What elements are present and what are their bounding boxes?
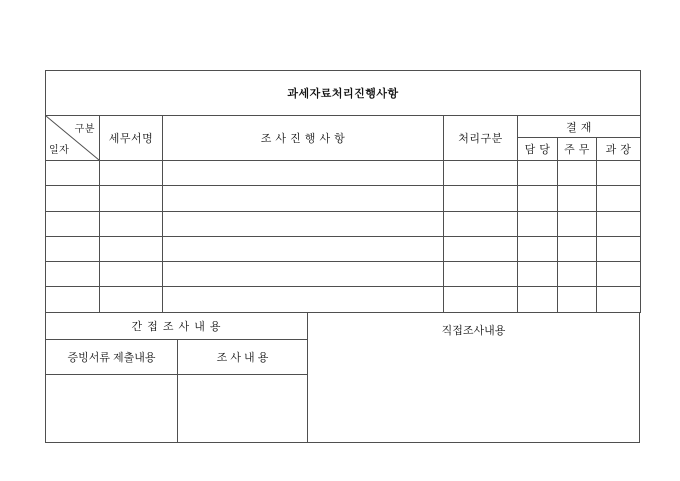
- header-row-1: [46, 116, 641, 138]
- tax-progress-form: [45, 70, 640, 443]
- direct-investigation-block: [308, 313, 639, 442]
- data-cell: [597, 262, 641, 287]
- data-cell: [597, 287, 641, 312]
- data-cell: [518, 262, 558, 287]
- header-approval-supervisor: 주 무: [558, 138, 597, 161]
- bottom-section: [45, 313, 640, 443]
- data-cell: [597, 236, 641, 261]
- data-cell: [444, 186, 518, 211]
- data-cell: [100, 211, 163, 236]
- header-progress: 조 사 진 행 사 항: [163, 116, 444, 161]
- data-cell: [163, 186, 444, 211]
- header-process-type: 처리구분: [444, 116, 518, 161]
- data-cell: [597, 161, 641, 186]
- data-cell: [518, 236, 558, 261]
- data-cell: [163, 236, 444, 261]
- direct-title: 직접조사내용: [441, 324, 506, 337]
- data-cell: [100, 262, 163, 287]
- data-cell: [518, 186, 558, 211]
- indirect-empty-row: [46, 375, 307, 442]
- table-row: [46, 211, 641, 236]
- table-row: [46, 262, 641, 287]
- data-cell: [46, 186, 100, 211]
- data-cell: [46, 262, 100, 287]
- data-cell: [597, 211, 641, 236]
- indirect-investigation-block: [46, 313, 308, 442]
- data-cell: [444, 236, 518, 261]
- data-cell: [163, 161, 444, 186]
- data-cell: [46, 161, 100, 186]
- data-cell: [558, 236, 597, 261]
- table-row: [46, 161, 641, 186]
- data-cell: [558, 262, 597, 287]
- header-tax-office: 세무서명: [100, 116, 163, 161]
- progress-table: [45, 70, 641, 313]
- indirect-investigation-cell: [178, 375, 307, 442]
- header-gubun-label: 구분: [74, 124, 95, 135]
- indirect-documents-cell: [46, 375, 178, 442]
- data-cell: [444, 161, 518, 186]
- data-cell: [558, 161, 597, 186]
- data-cell: [444, 287, 518, 312]
- data-cell: [518, 211, 558, 236]
- data-cell: [558, 287, 597, 312]
- data-cell: [46, 236, 100, 261]
- data-cell: [100, 161, 163, 186]
- data-cell: [163, 287, 444, 312]
- diagonal-header-cell: [46, 116, 100, 161]
- data-cell: [558, 186, 597, 211]
- data-cell: [100, 186, 163, 211]
- title-row: [46, 71, 641, 116]
- header-approval-staff: 담 당: [518, 138, 558, 161]
- indirect-label-row: [46, 340, 307, 375]
- header-approval-chief: 과 장: [597, 138, 641, 161]
- indirect-title: 간 접 조 사 내 용: [46, 313, 307, 340]
- data-cell: [597, 186, 641, 211]
- data-cell: [444, 262, 518, 287]
- data-cell: [163, 211, 444, 236]
- form-title: 과세자료처리진행사항: [46, 71, 641, 116]
- data-cell: [46, 211, 100, 236]
- indirect-col-documents: 증빙서류 제출내용: [46, 340, 178, 374]
- empty-rows: [46, 161, 641, 313]
- table-row: [46, 186, 641, 211]
- table-row: [46, 236, 641, 261]
- data-cell: [163, 262, 444, 287]
- indirect-col-investigation: 조 사 내 용: [216, 351, 269, 364]
- data-cell: [100, 236, 163, 261]
- data-cell: [518, 287, 558, 312]
- data-cell: [518, 161, 558, 186]
- data-cell: [444, 211, 518, 236]
- header-ilja-label: 일자: [49, 145, 70, 156]
- table-row: [46, 287, 641, 312]
- header-approval: 결 재: [518, 116, 641, 138]
- data-cell: [558, 211, 597, 236]
- data-cell: [46, 287, 100, 312]
- data-cell: [100, 287, 163, 312]
